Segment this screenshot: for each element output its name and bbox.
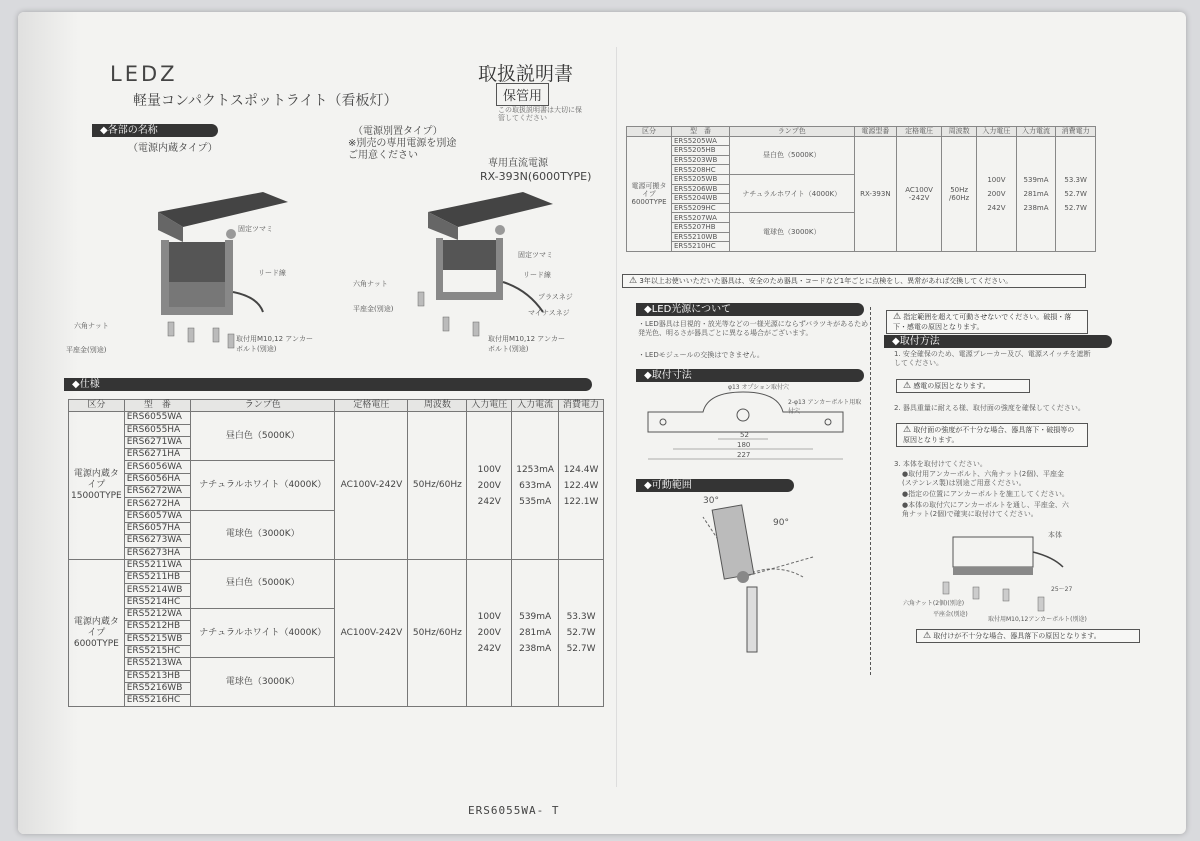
color-cell: 電球色（3000K） <box>191 658 335 707</box>
dim-option-hole-label: φ13 オプション取付穴 <box>728 384 789 391</box>
lbl-plus-screw: プラスネジ <box>538 293 573 301</box>
input-v-value: 100V <box>987 175 1006 184</box>
color-cell: ナチュラルホワイト（4000K） <box>729 174 854 212</box>
warning-strength <box>896 423 1088 447</box>
group2-input-a <box>512 559 559 707</box>
column-divider <box>870 307 871 675</box>
dim-227: 227 <box>737 451 751 459</box>
color-cell: 電球色（3000K） <box>729 213 854 251</box>
lbl-hex-nut-right: 六角ナット <box>353 280 388 288</box>
input-a-value: 238mA <box>1023 203 1049 212</box>
product-subtitle: 軽量コンパクトスポットライト（看板灯） <box>133 93 398 109</box>
group2-voltage: AC100V-242V <box>335 559 408 707</box>
range-30: 30° <box>703 496 719 506</box>
model-cell: ERS5207HB <box>672 222 730 232</box>
col-power: 消費電力 <box>1056 127 1096 137</box>
lbl-washer-right: 平座金(別途) <box>353 305 394 313</box>
power-value: 52.7W <box>566 644 596 655</box>
model-cell: ERS6056HA <box>124 473 190 485</box>
model-cell: ERS5210WB <box>672 232 730 242</box>
warning-shock-text: 感電の原因となります。 <box>913 382 990 390</box>
group2-power <box>559 559 604 707</box>
model-cell: ERS5213WA <box>124 658 190 670</box>
model-cell: ERS6055HA <box>124 424 190 436</box>
col-model: 型 番 <box>124 400 190 412</box>
col-lamp-color: ランプ色 <box>191 400 335 412</box>
group1-power <box>559 412 604 560</box>
table-row <box>69 412 604 424</box>
warning-shock <box>896 379 1030 393</box>
color-cell: 昼白色（5000K） <box>729 136 854 174</box>
col-category: 区分 <box>69 400 125 412</box>
lbl-hex-nut-left: 六角ナット <box>74 322 109 330</box>
dim-180: 180 <box>737 441 751 449</box>
model-cell: ERS5214WB <box>124 584 190 596</box>
install-heading: ◆取付方法 <box>884 335 1112 348</box>
warning-icon: ⚠ <box>629 276 638 286</box>
model-cell: ERS5205WB <box>672 174 730 184</box>
col-input-current: 入力電流 <box>1016 127 1056 137</box>
lbl-anchor-install: 取付用M10,12アンカーボルト(別途) <box>988 616 1087 623</box>
warning-icon: ⚠ <box>893 312 902 322</box>
input-v-value: 242V <box>477 496 501 507</box>
input-a-value: 281mA <box>519 628 552 639</box>
input-v-value: 200V <box>477 628 501 639</box>
dim-52: 52 <box>740 431 749 439</box>
col-psu-model: 電源型番 <box>854 127 897 137</box>
input-v-value: 100V <box>477 612 501 623</box>
lbl-length: 25〜27 <box>1051 586 1073 593</box>
psu-cell: RX-393N <box>854 136 897 251</box>
table-row <box>69 559 604 571</box>
model-cell: ERS5204WB <box>672 194 730 204</box>
led-note-1: ・LED器具は目視的・放光等などの一様光源にならずバラツキがあるため発光色、明るさが器具ごとに異なる場合がございます。 <box>638 320 869 337</box>
power-value: 52.7W <box>1064 203 1087 212</box>
spec-table <box>68 399 604 707</box>
model-cell: ERS5211WA <box>124 559 190 571</box>
input-v-value: 200V <box>477 480 501 491</box>
col-input-current: 入力電流 <box>512 400 559 412</box>
input-a-cell <box>1016 136 1056 251</box>
input-a-value: 1253mA <box>516 464 555 475</box>
warning-range-text: 指定範囲を超えて可動させないでください。破損・落下・感電の原因となります。 <box>893 313 1072 331</box>
lbl-anchor-left: 取付用M10,12 アンカーボルト(別途) <box>236 335 314 353</box>
led-heading: ◆LED光源について <box>636 303 864 316</box>
power-value: 53.3W <box>566 612 596 623</box>
group1-input-v <box>467 412 512 560</box>
spec-header-row <box>69 400 604 412</box>
power-value: 122.4W <box>563 480 599 491</box>
lbl-anchor-right: 取付用M10,12 アンカーボルト(別途) <box>488 335 566 353</box>
col-lamp-color: ランプ色 <box>729 127 854 137</box>
warning-inspection <box>622 274 1086 288</box>
group1-input-a <box>512 412 559 560</box>
lbl-minus-screw: マイナスネジ <box>528 309 570 317</box>
fixture-illustration-separate <box>388 182 588 352</box>
model-cell: ERS5214HC <box>124 596 190 608</box>
dim-anchor-hole-label: 2-φ13 アンカーボルト用取付穴 <box>788 399 862 415</box>
col-input-voltage: 入力電圧 <box>467 400 512 412</box>
range-heading: ◆可動範囲 <box>636 479 794 492</box>
warning-install <box>916 629 1140 643</box>
group2-freq: 50Hz/60Hz <box>408 559 467 707</box>
model-cell: ERS5208HC <box>672 165 730 175</box>
separate-type-line2: ※別売の専用電源を別途 <box>348 138 457 149</box>
install-step-3a: ●取付用アンカーボルト、六角ナット(2個)、平座金(ステンレス製)は別途ご用意ください。 <box>902 470 1064 487</box>
warning-inspection-text: 3年以上お使いいただいた器具は、安全のため器具・コードなど1年ごとに点検をし、異常があれば交換してください。 <box>639 277 1013 285</box>
separate-type-line1: （電源別置タイプ） <box>353 126 443 137</box>
group1-freq: 50Hz/60Hz <box>408 412 467 560</box>
input-v-value: 242V <box>477 644 501 655</box>
model-cell: ERS6056WA <box>124 461 190 473</box>
model-cell: ERS5210HC <box>672 242 730 252</box>
lbl-body: 本体 <box>1048 531 1062 539</box>
keep-note: この取扱説明書は大切に保管してください <box>498 106 582 122</box>
model-cell: ERS5209HC <box>672 203 730 213</box>
color-cell: ナチュラルホワイト（4000K） <box>191 461 335 510</box>
builtin-type-label: （電源内蔵タイプ） <box>128 143 218 154</box>
power-value: 52.7W <box>566 628 596 639</box>
model-cell: ERS5213HB <box>124 670 190 682</box>
lbl-hex-nut-install: 六角ナット(2個)(別途) <box>903 600 965 607</box>
voltage-cell: AC100V -242V <box>897 136 942 251</box>
lbl-washer-install: 平座金(別途) <box>933 611 968 618</box>
model-cell: ERS6271HA <box>124 449 190 461</box>
install-step-3b: ●指定の位置にアンカーボルトを施工してください。 <box>902 490 1069 498</box>
parts-heading: ◆各部の名称 <box>92 124 218 137</box>
model-cell: ERS5216HC <box>124 695 190 707</box>
brand-logo: LEDZ <box>110 62 178 86</box>
input-a-value: 281mA <box>1023 189 1049 198</box>
model-cell: ERS6273WA <box>124 535 190 547</box>
model-cell: ERS5212WA <box>124 609 190 621</box>
document-title: 取扱説明書 <box>478 63 574 85</box>
model-cell: ERS5207WA <box>672 213 730 223</box>
model-cell: ERS5212HB <box>124 621 190 633</box>
spec-header-row <box>627 127 1096 137</box>
color-cell: 昼白色（5000K） <box>191 412 335 461</box>
model-cell: ERS6055WA <box>124 412 190 424</box>
instruction-sheet <box>18 12 1186 834</box>
warning-strength-text: 取付面の強度が不十分な場合、器具落下・破損等の原因となります。 <box>903 426 1075 444</box>
input-v-value: 100V <box>477 464 501 475</box>
input-v-cell <box>977 136 1017 251</box>
warning-icon: ⚠ <box>923 631 932 641</box>
group2-name: 電源内蔵タイプ 6000TYPE <box>69 559 125 707</box>
movable-range-diagram <box>673 497 843 657</box>
table-row <box>627 136 1096 146</box>
group-name: 電源可搬タイプ 6000TYPE <box>627 136 672 251</box>
input-a-value: 633mA <box>519 480 552 491</box>
group1-voltage: AC100V-242V <box>335 412 408 560</box>
color-cell: 電球色（3000K） <box>191 510 335 559</box>
document-code: ERS6055WA- T <box>468 804 560 817</box>
warning-icon: ⚠ <box>903 381 912 391</box>
model-cell: ERS6271WA <box>124 436 190 448</box>
install-step-3c: ●本体の取付穴にアンカーボルトを通し、平座金、六角ナット(2個)で確実に取付けてください。 <box>902 501 1069 518</box>
psu-model: RX-393N(6000TYPE) <box>480 170 592 183</box>
input-a-value: 238mA <box>519 644 552 655</box>
model-cell: ERS6057WA <box>124 510 190 522</box>
fold-line <box>616 47 617 787</box>
model-cell: ERS5206WB <box>672 184 730 194</box>
lbl-angle-screw-left: 固定ツマミ <box>238 225 273 233</box>
separate-type-line3: ご用意ください <box>348 150 418 161</box>
model-cell: ERS6057HA <box>124 522 190 534</box>
model-cell: ERS5216WB <box>124 682 190 694</box>
model-cell: ERS5215HC <box>124 645 190 657</box>
input-v-value: 200V <box>987 189 1006 198</box>
group2-input-v <box>467 559 512 707</box>
group1-name: 電源内蔵タイプ 15000TYPE <box>69 412 125 560</box>
power-value: 53.3W <box>1064 175 1087 184</box>
lbl-angle-screw-right: 固定ツマミ <box>518 251 553 259</box>
color-cell: 昼白色（5000K） <box>191 559 335 608</box>
col-category: 区分 <box>627 127 672 137</box>
spec-heading: ◆仕様 <box>64 378 592 391</box>
power-value: 124.4W <box>563 464 599 475</box>
model-cell: ERS5205WA <box>672 136 730 146</box>
color-cell: ナチュラルホワイト（4000K） <box>191 609 335 658</box>
install-step-1: 1. 安全確保のため、電源ブレーカー及び、電源スイッチを遮断してください。 <box>894 350 1091 367</box>
install-step-3: 3. 本体を取付けてください。 <box>894 460 987 468</box>
lbl-lead-right: リード線 <box>523 271 551 279</box>
keep-label: 保管用 <box>496 83 549 106</box>
model-cell: ERS5211HB <box>124 572 190 584</box>
col-frequency: 周波数 <box>942 127 977 137</box>
spec-table-separate <box>626 126 1096 252</box>
col-power: 消費電力 <box>559 400 604 412</box>
warning-range <box>886 310 1088 334</box>
power-value: 52.7W <box>1064 189 1087 198</box>
col-frequency: 周波数 <box>408 400 467 412</box>
lbl-washer-left: 平座金(別途) <box>66 346 107 354</box>
model-cell: ERS6272HA <box>124 498 190 510</box>
model-cell: ERS5215WB <box>124 633 190 645</box>
range-90: 90° <box>773 518 789 528</box>
psu-label: 専用直流電源 <box>488 158 548 169</box>
power-value: 122.1W <box>563 496 599 507</box>
dimension-heading: ◆取付寸法 <box>636 369 864 382</box>
input-a-value: 535mA <box>519 496 552 507</box>
model-cell: ERS6273HA <box>124 547 190 559</box>
power-cell <box>1056 136 1096 251</box>
col-rated-voltage: 定格電圧 <box>897 127 942 137</box>
col-rated-voltage: 定格電圧 <box>335 400 408 412</box>
model-cell: ERS6272WA <box>124 486 190 498</box>
input-v-value: 242V <box>987 203 1006 212</box>
input-a-value: 539mA <box>1023 175 1049 184</box>
col-model: 型 番 <box>672 127 730 137</box>
input-a-value: 539mA <box>519 612 552 623</box>
lbl-lead-left: リード線 <box>258 269 286 277</box>
model-cell: ERS5203WB <box>672 155 730 165</box>
install-step-2: 2. 器具重量に耐える様、取付面の強度を確保してください。 <box>894 404 1085 412</box>
model-cell: ERS5205HB <box>672 146 730 156</box>
freq-cell: 50Hz /60Hz <box>942 136 977 251</box>
warning-icon: ⚠ <box>903 425 912 435</box>
led-note-2: ・LEDモジュールの交換はできません。 <box>638 351 764 359</box>
col-input-voltage: 入力電圧 <box>977 127 1017 137</box>
warning-install-text: 取付けが不十分な場合、器具落下の原因となります。 <box>933 632 1101 640</box>
